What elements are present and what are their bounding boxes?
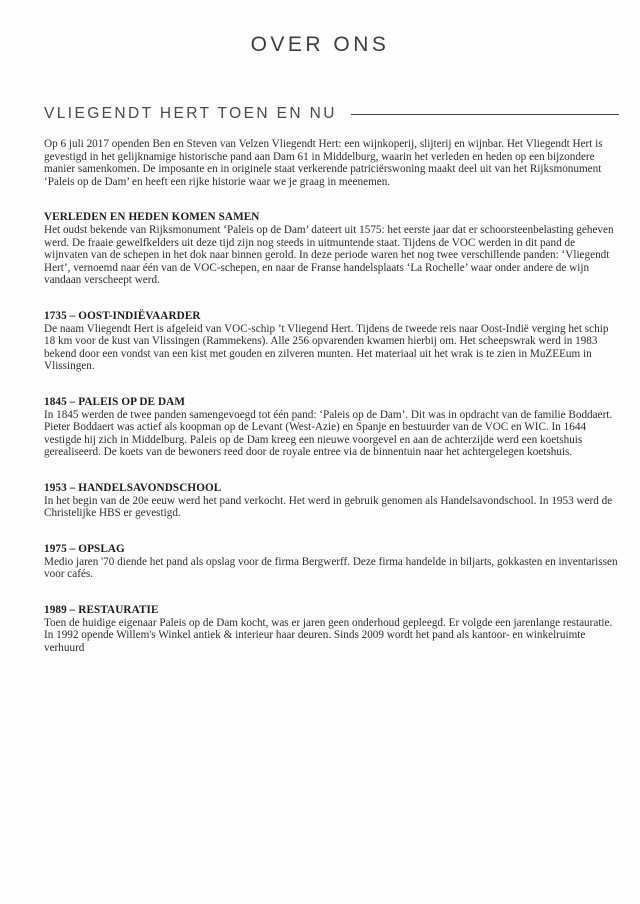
history-section-1953 xyxy=(44,482,620,520)
history-section-heading: 1975 – OPSLAG xyxy=(44,542,125,555)
history-section-heading: VERLEDEN EN HEDEN KOMEN SAMEN xyxy=(44,211,260,223)
history-section-heading: 1989 – RESTAURATIE xyxy=(44,603,159,616)
history-section-heading: 1845 – PALEIS OP DE DAM xyxy=(44,395,186,408)
article-content xyxy=(44,138,620,654)
history-section-1735 xyxy=(44,310,620,373)
history-section-body: In 1845 werden de twee panden samengevoegd tot één pand: ‘Paleis op de Dam’. Dit was in opdracht van de familie Boddaert. Pieter Boddaert was actief als koopman op de Levant (West-Azie) en Spanje en bestuurder van de VOC en WIC. In 1644 vestigde hij zich in Middelburg. Paleis op de Dam kreeg een nieuwe voorgevel en aan de achterzijde werd een koetshuis gerealiseerd. De koets van de bewoners reed door de royale entree via de binnentuin naar het achtergelegen koetshuis. xyxy=(44,408,613,458)
page-title: OVER ONS xyxy=(250,33,390,56)
intro-paragraph: Op 6 juli 2017 openden Ben en Steven van Velzen Vliegendt Hert: een wijnkoperij, slijterij en wijnbar. Het Vliegendt Hert is gevestigd in het gelijknamige historische pand aan Dam 61 in Middelburg, waarin het verleden en heden op een bijzondere manier samenkomen. De imposante en in originele staat verkerende patriciërswoning maakt deel uit van het Rijksmonument ‘Paleis op de Dam’ en heeft een rijke historie waar we je graag in meenemen. xyxy=(44,138,603,188)
history-section-verleden xyxy=(44,211,620,287)
section-heading: VLIEGENDT HERT TOEN EN NU xyxy=(44,105,337,122)
heading-rule xyxy=(351,114,619,115)
history-section-body: De naam Vliegendt Hert is afgeleid van VOC-schip ’t Vliegend Hert. Tijdens de tweede reis naar Oost-Indië verging het schip 18 km voor de kust van Vlissingen (Rammekens). Alle 256 opvarenden kwamen hierbij om. Het scheepswrak werd in 1983 bekend door een vondst van een kist met gouden en zilveren munten. Het materiaal uit het wrak is te zien in MuZEEum in Vlissingen. xyxy=(44,322,609,372)
intro-section xyxy=(44,138,620,188)
history-section-body: In het begin van de 20e eeuw werd het pand verkocht. Het werd in gebruik genomen als Handelsavondschool. In 1953 werd de Christelijke HBS er gevestigd. xyxy=(44,494,613,519)
history-section-1975 xyxy=(44,543,620,581)
history-section-1845 xyxy=(44,396,620,459)
history-section-1989 xyxy=(44,604,620,655)
section-heading-row xyxy=(44,105,619,123)
history-section-heading: 1735 – OOST-INDIËVAARDER xyxy=(44,309,201,322)
history-section-heading: 1953 – HANDELSAVONDSCHOOL xyxy=(44,481,222,494)
history-section-body: Het oudst bekende van Rijksmonument ‘Paleis op de Dam’ dateert uit 1575: het eerste jaar dat er schoorsteenbelasting geheven werd. De fraaie gewelfkelders uit deze tijd zijn nog steeds in uitmuntende staat. Tijdens de VOC werden in dit pand de wijnvaten van de schepen in het dok naar binnen gerold. In deze periode waren het nog twee verschillende panden: ‘Vliegendt Hert’, vernoemd naar één van de VOC-schepen, en naar de Franse handelsplaats ‘La Rochelle’ waar onder andere de wijn vandaan verscheept werd. xyxy=(44,224,614,286)
history-section-body: Toen de huidige eigenaar Paleis op de Dam kocht, was er jaren geen onderhoud gepleegd. Er volgde een jarenlange restauratie. In 1992 opende Willem's Winkel antiek & interieur haar deuren. Sinds 2009 wordt het pand als kantoor- en winkelruimte verhuurd xyxy=(44,616,613,654)
history-section-body: Medio jaren '70 diende het pand als opslag voor de firma Bergwerff. Deze firma handelde in biljarts, gokkasten en inventarissen voor cafés. xyxy=(44,555,618,580)
